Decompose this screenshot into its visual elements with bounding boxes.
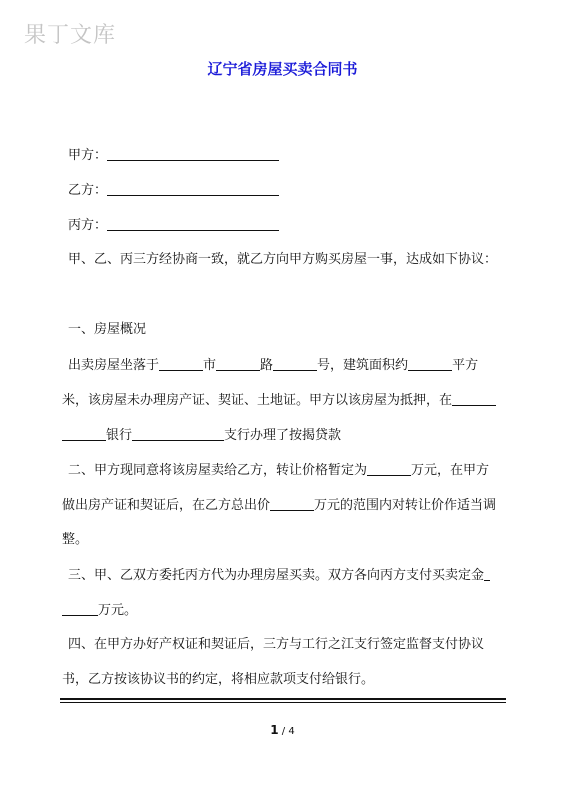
text: 万元，在甲方 [411, 463, 490, 478]
section-heading: 一、房屋概况 [68, 322, 147, 337]
text: 银行 [106, 428, 133, 443]
text: 支行办理了按揭贷款 [224, 428, 342, 443]
text: 出卖房屋坐落于 [68, 358, 160, 373]
blank [62, 426, 106, 441]
clause-4-line-1: 四、在甲方办好产权证和契证后，三方与工行之江支行签定监督支付协议 [68, 637, 485, 652]
party-c-blank [107, 216, 279, 231]
blank [132, 426, 224, 441]
party-a-line [68, 146, 279, 165]
clause-2-line-2 [62, 496, 496, 515]
clause-1-line-1 [68, 356, 478, 375]
intro-paragraph: 甲、乙、丙三方经协商一致，就乙方向甲方购买房屋一事，达成如下协议： [68, 252, 498, 267]
clause-3-line-2 [62, 601, 137, 620]
document-title: 辽宁省房屋买卖合同书 [207, 60, 358, 78]
text: 三、甲、乙双方委托丙方代为办理房屋买卖。双方各向丙方支付买卖定金 [68, 568, 485, 583]
text: 路 [260, 358, 274, 373]
text: 万元。 [98, 603, 138, 618]
blank [452, 391, 496, 406]
party-a-blank [107, 146, 279, 161]
footer-divider-thin [60, 702, 506, 703]
clause-2-line-1 [68, 461, 489, 480]
text: 二、甲方现同意将该房屋卖给乙方，转让价格暂定为 [68, 463, 368, 478]
blank [273, 356, 317, 371]
watermark-logo: 果丁文库 [24, 23, 117, 48]
text: 平方 [452, 358, 479, 373]
blank [367, 461, 411, 476]
party-c-line [68, 216, 279, 235]
clause-1-line-3 [62, 426, 341, 445]
blank [270, 496, 314, 511]
blank [408, 356, 452, 371]
text: 米，该房屋未办理房产证、契证、土地证。甲方以该房屋为抵押，在 [62, 393, 453, 408]
text: 做出房产证和契证后，在乙方总出价 [62, 498, 271, 513]
text: 号，建筑面积约 [317, 358, 409, 373]
blank [159, 356, 203, 371]
footer-divider [60, 698, 506, 700]
page-separator: / [278, 726, 289, 737]
page-current: 1 [270, 723, 279, 737]
party-a-label: 甲方： [68, 148, 108, 163]
clause-3-line-1 [68, 566, 490, 585]
party-b-label: 乙方： [68, 183, 108, 198]
blank [216, 356, 260, 371]
party-b-line [68, 181, 279, 200]
text: 万元的范围内对转让价作适当调 [314, 498, 497, 513]
clause-4-line-2: 书，乙方按该协议书的约定，将相应款项支付给银行。 [62, 672, 375, 687]
party-c-label: 丙方： [68, 218, 108, 233]
party-b-blank [107, 181, 279, 196]
blank [484, 566, 490, 581]
page-total: 4 [288, 726, 295, 737]
text: 市 [203, 358, 217, 373]
clause-2-line-3: 整。 [62, 532, 89, 547]
clause-1-line-2 [62, 391, 496, 410]
blank [62, 601, 98, 616]
page-number [0, 723, 565, 737]
